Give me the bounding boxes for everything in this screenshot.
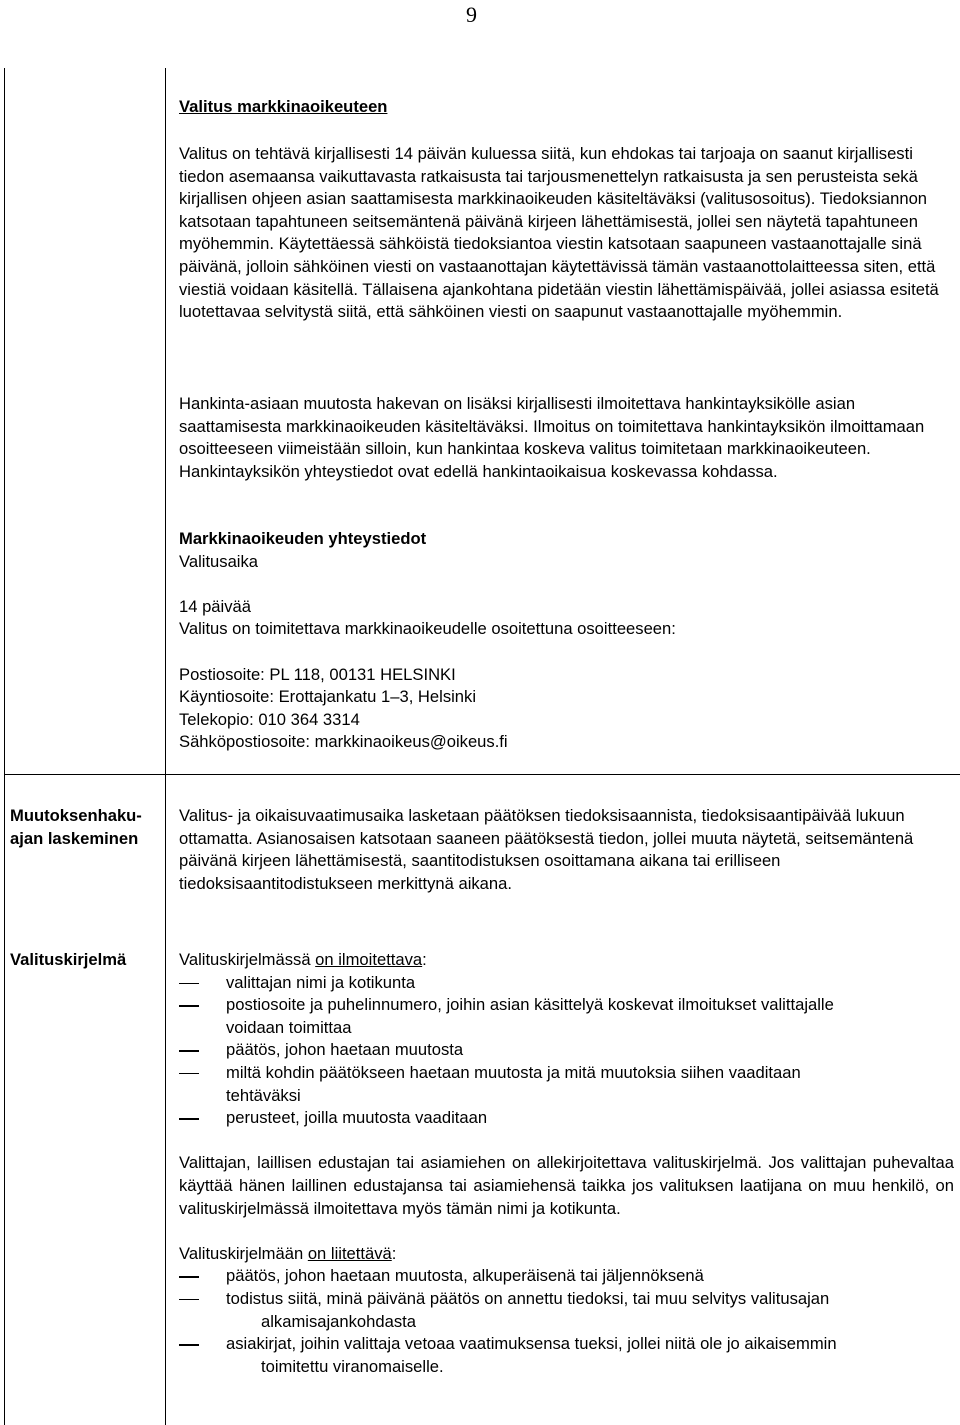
table-row-divider <box>4 774 960 775</box>
email-address: Sähköpostiosoite: markkinaoikeus@oikeus.fi <box>179 732 508 752</box>
table-border-column <box>165 68 166 1425</box>
notification-paragraph-text: Hankinta-asiaan muutosta hakevan on lisäksi kirjallisesti ilmoitettava hankintayksikölle asian saattamisesta markkinaoikeuden käsiteltäväksi. Ilmoitus on toimitettava hankintayksikön ilmoittamaan osoitteeseen viimeistään silloin, kun hankintaa koskeva valitus toimitetaan markkinaoikeuteen. Hankintayksikön yhteystiedot ovat edellä hankintaoikaisua koskevassa kohdassa. <box>179 394 925 481</box>
dash-bullet-icon <box>179 1005 199 1007</box>
contact-block <box>179 528 954 754</box>
page-number: 9 <box>466 2 477 27</box>
list-item: postiosoite ja puhelinnumero, joihin asian käsittelyä koskevat ilmoitukset valittajalle voidaan toimittaa <box>179 994 954 1039</box>
row-label-muutoksenhakuajan-laskeminen <box>10 805 160 850</box>
time-calculation-text: Valitus- ja oikaisuvaatimusaika lasketaan päätöksen tiedoksisaannista, tiedoksisaantipäivää lukuun ottamatta. Asianosaisen katsotaan saaneen päätöksestä tiedon, jollei muuta näytetä, seitsemäntenä päivänä kirjeen lähettämisestä, saantitodistuksen osoittamana aikana tai erilliseen tiedoksisaantitodistukseen merkittynä aikana. <box>179 806 914 893</box>
section-heading-valitus-markkinaoikeuteen: Valitus markkinaoikeuteen <box>179 97 388 116</box>
dash-bullet-icon <box>179 1073 199 1075</box>
appeal-paragraph-text: Valitus on tehtävä kirjallisesti 14 päivän kuluessa siitä, kun ehdokas tai tarjoaja on saanut kirjallisesti tiedon asemaansa vaikuttavasta ratkaisusta tai tarjousmenettelyn ratkaisusta ja sen perusteista sekä kirjallisen ohjeen asian saattamisesta markkinaoikeuden käsiteltäväksi (valitusosoitus). Tiedoksiannon katsotaan tapahtuneen seitsemäntenä päivänä kirjeen lähettämisestä, jollei sen näytetä tapahtuneen myöhemmin. Käytettäessä sähköistä tiedoksiantoa viestin katsotaan saapuneen vastaanottajalle sinä päivänä, jolloin sähköinen viesti on vastaanottajan käytettävissä tämän vastaanottolaitteessa siten, että viestiä voidaan käsitellä. Tällaisena ajankohtana pidetään viestin lähettämispäivää, jollei asiassa esitetä luotettavaa selvitystä siitä, että sähköinen viesti on saapunut vastaanottajalle myöhemmin. <box>179 144 939 322</box>
list-item: päätös, johon haetaan muutosta <box>179 1039 954 1062</box>
list-item: valittajan nimi ja kotikunta <box>179 972 954 995</box>
postal-address: Postiosoite: PL 118, 00131 HELSINKI <box>179 664 456 684</box>
must-attach-intro: Valituskirjelmään on liitettävä: <box>179 1243 397 1263</box>
list-item: päätös, johon haetaan muutosta, alkuperäisenä tai jäljennöksenä <box>179 1265 954 1288</box>
attachments-list <box>179 1265 954 1378</box>
appeal-document-content <box>179 949 954 1378</box>
dash-bullet-icon <box>179 1344 199 1346</box>
valitusaika-label: Valitusaika <box>179 551 259 571</box>
dash-bullet-icon <box>179 1299 199 1301</box>
list-item: perusteet, joilla muutosta vaaditaan <box>179 1107 954 1130</box>
fax-number: Telekopio: 010 364 3314 <box>179 709 360 729</box>
dash-bullet-icon <box>179 1050 199 1052</box>
table-border-left <box>4 68 5 1425</box>
dash-bullet-icon <box>179 1276 199 1278</box>
dash-bullet-icon <box>179 1118 199 1120</box>
row-label-line1: Muutoksenhaku- <box>10 806 142 825</box>
dash-bullet-icon <box>179 983 199 985</box>
row-label-line2: ajan laskeminen <box>10 828 139 848</box>
must-state-intro: Valituskirjelmässä on ilmoitettava: <box>179 950 427 969</box>
list-item: asiakirjat, joihin valittaja vetoaa vaatimuksensa tueksi, jollei niitä ole jo aikaisemmin toimitettu viranomaiselle. <box>179 1333 954 1378</box>
contact-heading: Markkinaoikeuden yhteystiedot <box>179 529 427 548</box>
notification-paragraph <box>179 393 954 483</box>
list-item: miltä kohdin päätökseen haetaan muutosta ja mitä muutoksia siihen vaaditaan tehtäväksi <box>179 1062 954 1107</box>
time-calculation-paragraph <box>179 805 954 895</box>
list-item: todistus siitä, minä päivänä päätös on annettu tiedoksi, tai muu selvitys valitusajan alkamisajankohdasta <box>179 1288 954 1333</box>
must-state-list <box>179 972 954 1130</box>
signature-paragraph: Valittajan, laillisen edustajan tai asiamiehen on allekirjoitettava valituskirjelmä. Jos valittajan puhevaltaa käyttää hänen laillinen edustajansa tai asiamiehensä taikka jos valituksen laatijana on muu henkilö, on valituskirjelmässä ilmoitettava myös tämän nimi ja kotikunta. <box>179 1153 954 1218</box>
appeal-paragraph <box>179 143 954 324</box>
valitusaika-value: 14 päivää <box>179 596 251 616</box>
row-label-valituskirjelma: Valituskirjelmä <box>10 950 127 969</box>
visiting-address: Käyntiosoite: Erottajankatu 1–3, Helsinki <box>179 687 477 707</box>
address-intro: Valitus on toimitettava markkinaoikeudelle osoitettuna osoitteeseen: <box>179 619 676 639</box>
